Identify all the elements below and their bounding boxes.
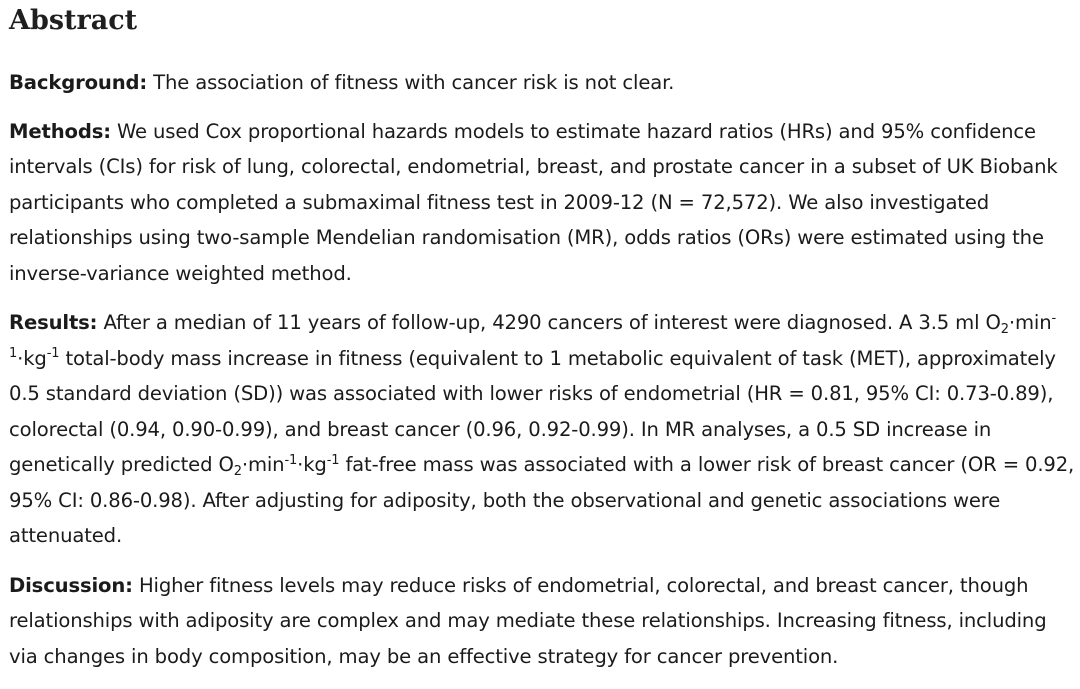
discussion-text: Higher fitness levels may reduce risks of endometrial, colorectal, and breast cancer, though relationships with adiposity are complex and may mediate these relationships. Increasing fitness, including via changes in body composition, may be an effective strategy for cancer prevention. bbox=[9, 573, 1047, 668]
results-text-3: ·kg bbox=[17, 346, 47, 370]
results-text-1: After a median of 11 years of follow-up, 4290 cancers of interest were diagnosed. A 3.5 ml O bbox=[97, 311, 1001, 334]
discussion-paragraph bbox=[9, 568, 1075, 675]
results-superscript-3: -1 bbox=[284, 452, 298, 468]
results-text-7: fat-free mass was associated with a lower risk of breast cancer (OR = 0.92, 95% CI: 0.86-0.98). After adjusting for adiposity, both the observational and genetic associations were attenuated. bbox=[9, 453, 1075, 547]
results-superscript-4: -1 bbox=[326, 452, 340, 468]
results-paragraph bbox=[9, 305, 1075, 554]
results-text-5: ·min bbox=[241, 453, 285, 476]
results-text-6: ·kg bbox=[297, 453, 327, 476]
results-subscript-1: 2 bbox=[1000, 321, 1009, 337]
background-paragraph bbox=[9, 65, 1075, 101]
background-text: The association of fitness with cancer risk is not clear. bbox=[147, 71, 675, 94]
results-subscript-2: 2 bbox=[233, 463, 242, 479]
methods-label: Methods: bbox=[9, 119, 111, 143]
methods-text: We used Cox proportional hazards models to estimate hazard ratios (HRs) and 95% confidence intervals (CIs) for risk of lung, colorectal, endometrial, breast, and prostate cancer in a subset of UK Biobank participants who completed a submaximal fitness test in 2009-12 (N = 72,572). We also investigated relationships using two-sample Mendelian randomisation (MR), odds ratios (ORs) were estimated using the inverse-variance weighted method. bbox=[9, 119, 1058, 285]
results-superscript-1: -1 bbox=[9, 310, 1057, 362]
results-text-2: ·min bbox=[1008, 311, 1052, 334]
abstract-section bbox=[9, 0, 1075, 674]
abstract-heading: Abstract bbox=[9, 5, 138, 36]
methods-paragraph bbox=[9, 114, 1075, 292]
background-label: Background: bbox=[9, 71, 148, 94]
discussion-label: Discussion: bbox=[9, 573, 133, 597]
results-text-4: total-body mass increase in fitness (equivalent to 1 metabolic equivalent of task (MET), approximately 0.5 standard deviation (SD)) was associated with lower risks of endometrial (HR = 0.81, 95% CI: 0.73-0.89), colorectal (0.94, 0.90-0.99), and breast cancer (0.96, 0.92-0.99). In MR analyses, a 0.5 SD increase in genetically predicted O bbox=[9, 346, 1056, 476]
results-label: Results: bbox=[9, 311, 98, 334]
results-superscript-2: -1 bbox=[46, 346, 60, 362]
